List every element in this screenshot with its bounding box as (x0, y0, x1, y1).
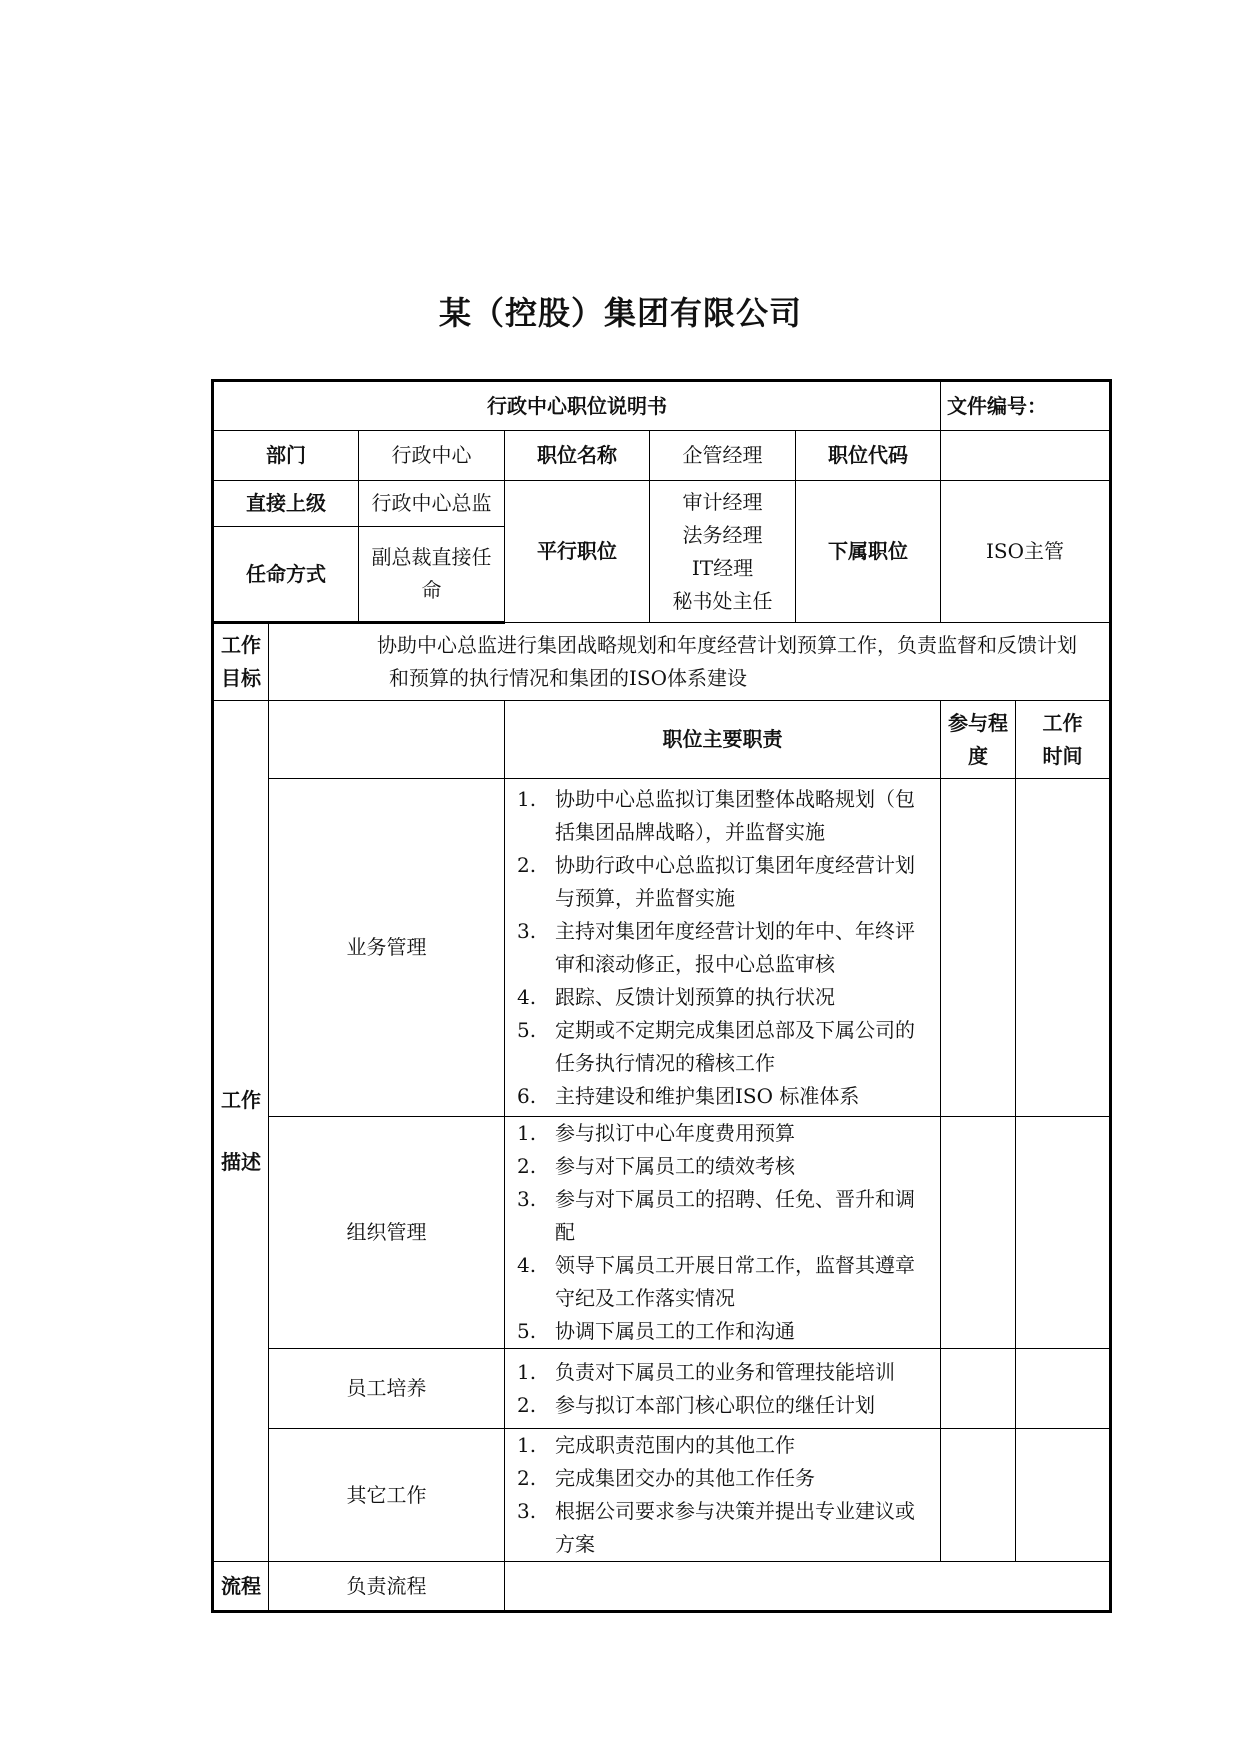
work-goal-content: 协助中心总监进行集团战略规划和年度经营计划预算工作，负责监督和反馈计划和预算的执行情况和集团的ISO体系建设 (377, 633, 1077, 690)
process-sub-label: 负责流程 (269, 1562, 505, 1612)
subordinate-position-label: 下属职位 (796, 481, 941, 623)
section-duties-organization (505, 1117, 941, 1349)
duty-text: 负责对下属员工的业务和管理技能培训 (555, 1359, 895, 1384)
duty-item (515, 1117, 928, 1150)
duty-item (515, 1389, 928, 1422)
duty-num: 4. (517, 984, 537, 1009)
appointment-value: 副总裁直接任命 (359, 527, 505, 623)
duty-text: 主持建设和维护集团ISO 标准体系 (555, 1083, 860, 1108)
parallel-position-label: 平行职位 (505, 481, 650, 623)
work-goal-label: 工作目标 (213, 623, 269, 701)
duties-header: 职位主要职责 (505, 701, 941, 779)
duty-num: 1. (517, 1121, 537, 1145)
section-duties-training (505, 1349, 941, 1429)
section-name-other: 其它工作 (269, 1429, 505, 1562)
duty-item (515, 1495, 928, 1561)
duty-item (515, 1080, 928, 1113)
duty-item (515, 1014, 928, 1080)
duty-num: 5. (517, 1017, 537, 1042)
subordinate-position-value: ISO主管 (941, 481, 1111, 623)
duty-item (515, 981, 928, 1014)
duty-text: 参与对下属员工的绩效考核 (555, 1154, 795, 1178)
duty-num: 2. (517, 1466, 537, 1490)
section-name-training: 员工培养 (269, 1349, 505, 1429)
participation-header: 参与程度 (941, 701, 1016, 779)
duty-num: 4. (517, 1253, 537, 1277)
process-label: 流程 (213, 1562, 269, 1612)
duty-text: 主持对集团年度经营计划的年中、年终评审和滚动修正，报中心总监审核 (555, 918, 915, 976)
section-name-organization: 组织管理 (269, 1117, 505, 1349)
appointment-label: 任命方式 (213, 527, 359, 623)
participation-cell (941, 779, 1016, 1117)
duty-item (515, 1462, 928, 1495)
position-name-value: 企管经理 (650, 431, 796, 481)
duty-text: 定期或不定期完成集团总部及下属公司的任务执行情况的稽核工作 (555, 1017, 915, 1075)
section-name-business: 业务管理 (269, 779, 505, 1117)
duty-num: 6. (517, 1083, 537, 1108)
work-time-cell (1016, 1117, 1111, 1349)
section-duties-business (505, 779, 941, 1117)
duty-item (515, 1249, 928, 1315)
work-time-cell (1016, 779, 1111, 1117)
doc-number-label: 文件编号： (941, 381, 1111, 431)
duty-num: 2. (517, 852, 537, 877)
department-value: 行政中心 (359, 431, 505, 481)
duty-text: 参与拟订中心年度费用预算 (555, 1121, 795, 1145)
duty-text: 根据公司要求参与决策并提出专业建议或方案 (555, 1499, 915, 1556)
duty-item (515, 1356, 928, 1389)
duty-text: 参与拟订本部门核心职位的继任计划 (555, 1392, 875, 1417)
department-label: 部门 (213, 431, 359, 481)
duty-item (515, 783, 928, 849)
duty-text: 协调下属员工的工作和沟通 (555, 1319, 795, 1343)
supervisor-label: 直接上级 (213, 481, 359, 527)
duty-num: 1. (517, 1359, 537, 1384)
duty-text: 参与对下属员工的招聘、任免、晋升和调配 (555, 1187, 915, 1244)
duty-num: 5. (517, 1319, 537, 1343)
work-time-cell (1016, 1429, 1111, 1562)
duty-list (511, 1356, 934, 1422)
form-header-title: 行政中心职位说明书 (213, 381, 941, 431)
duty-list (511, 1117, 934, 1348)
supervisor-value: 行政中心总监 (359, 481, 505, 527)
duty-num: 1. (517, 786, 537, 811)
position-name-label: 职位名称 (505, 431, 650, 481)
duty-item (515, 1429, 928, 1462)
work-time-header: 工作时间 (1016, 701, 1111, 779)
work-description-label (213, 701, 269, 1562)
position-code-value (941, 431, 1111, 481)
company-title: 某（控股）集团有限公司 (438, 294, 802, 332)
position-code-label: 职位代码 (796, 431, 941, 481)
duty-num: 2. (517, 1154, 537, 1178)
parallel-position-item: 审计经理 (682, 489, 763, 514)
duty-text: 跟踪、反馈计划预算的执行状况 (555, 984, 835, 1009)
participation-cell (941, 1429, 1016, 1562)
work-description-label-line: 描述 (221, 1150, 261, 1174)
parallel-position-item: IT经理 (691, 555, 754, 580)
work-time-cell (1016, 1349, 1111, 1429)
participation-cell (941, 1349, 1016, 1429)
job-description-form (211, 379, 1112, 1613)
duty-item (515, 849, 928, 915)
duty-item (515, 1315, 928, 1348)
work-goal-text (269, 623, 1111, 701)
duty-text: 协助行政中心总监拟订集团年度经营计划与预算，并监督实施 (555, 852, 915, 910)
parallel-position-values (650, 481, 796, 623)
duty-num: 1. (517, 1433, 537, 1457)
duty-list (511, 783, 934, 1113)
participation-cell (941, 1117, 1016, 1349)
duties-header-blank (269, 701, 505, 779)
process-value (505, 1562, 1111, 1612)
duty-num: 3. (517, 1499, 537, 1523)
duty-text: 完成职责范围内的其他工作 (555, 1433, 795, 1457)
duty-text: 完成集团交办的其他工作任务 (555, 1466, 815, 1490)
duty-text: 协助中心总监拟订集团整体战略规划（包括集团品牌战略），并监督实施 (555, 786, 915, 844)
duty-num: 2. (517, 1392, 537, 1417)
duty-item (515, 915, 928, 981)
parallel-position-item: 秘书处主任 (672, 588, 773, 613)
section-duties-other (505, 1429, 941, 1562)
work-description-label-line: 工作 (221, 1088, 261, 1112)
duty-list (511, 1429, 934, 1561)
parallel-position-item: 法务经理 (682, 522, 763, 547)
duty-item (515, 1183, 928, 1249)
duty-text: 领导下属员工开展日常工作，监督其遵章守纪及工作落实情况 (555, 1253, 915, 1310)
duty-num: 3. (517, 918, 537, 943)
duty-num: 3. (517, 1187, 537, 1211)
duty-item (515, 1150, 928, 1183)
